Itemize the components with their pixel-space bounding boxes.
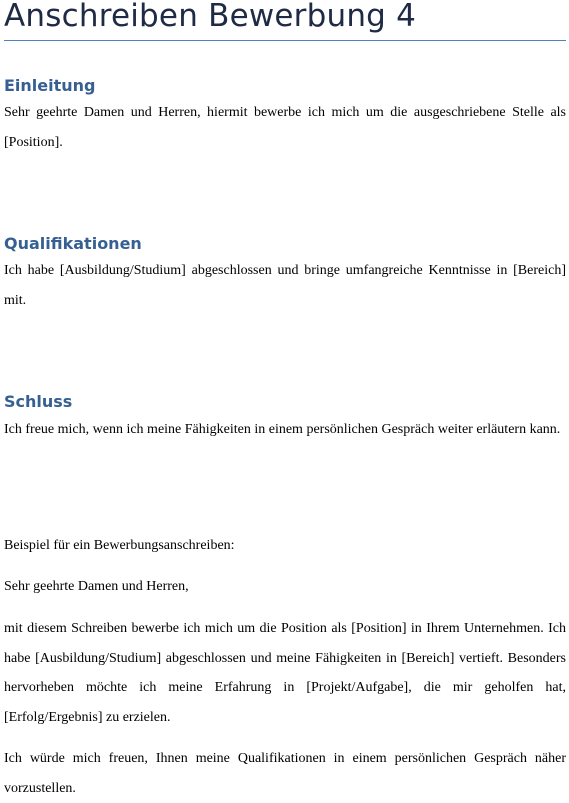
section-text-einleitung: Sehr geehrte Damen und Herren, hiermit bewerbe ich mich um die ausgeschriebene Stelle als [Position].: [4, 105, 566, 150]
section-text-qualifikationen: Ich habe [Ausbildung/Studium] abgeschlossen und bringe umfangreiche Kenntnisse in [Bereich] mit.: [4, 263, 566, 308]
section-heading-einleitung: Einleitung: [4, 76, 96, 95]
example-intro: Beispiel für ein Bewerbungsanschreiben:: [4, 538, 235, 553]
section-heading-schluss: Schluss: [4, 392, 73, 411]
example-salutation: Sehr geehrte Damen und Herren,: [4, 579, 189, 594]
document-title: Anschreiben Bewerbung 4: [4, 0, 417, 34]
section-heading-qualifikationen: Qualifikationen: [4, 234, 142, 253]
example-closing: Ich würde mich freuen, Ihnen meine Qualifikationen in einem persönlichen Gespräch näher vorzustellen.: [4, 751, 566, 796]
section-text-schluss: Ich freue mich, wenn ich meine Fähigkeiten in einem persönlichen Gespräch weiter erläutern kann.: [4, 422, 561, 437]
example-body: mit diesem Schreiben bewerbe ich mich um die Position als [Position] in Ihrem Unternehmen. Ich habe [Ausbildung/Studium] abgeschlossen und meine Fähigkeiten in [Bereich] vertieft. Besonders hervorheben möchte ich meine Erfahrung in [Projekt/Aufgabe], die mir geholfen hat, [Erfolg/Ergebnis] zu erzielen.: [4, 621, 566, 725]
title-underline: [4, 40, 566, 41]
